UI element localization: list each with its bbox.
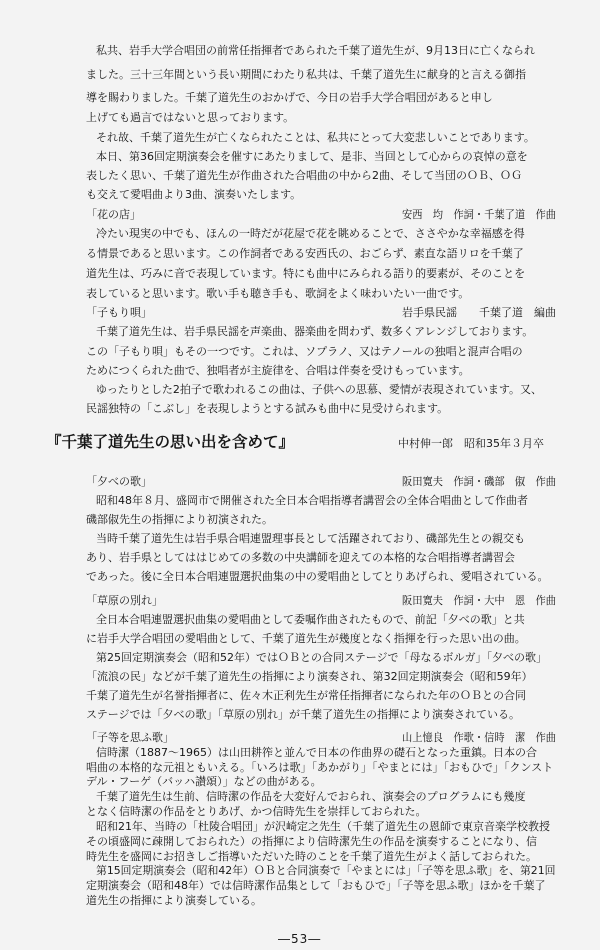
memory-line: 千葉了道先生は生前、信時潔の作品を大変好んでおられ、演奏会のプログラムにも幾度 (96, 790, 526, 803)
memory-line: に岩手大学合唱団の愛唱曲として、千葉了道先生が幾度となく指揮を行った思い出の曲。 (86, 632, 526, 645)
intro-line: ました。三十三年間という長い期間にわたり私共は、千葉了道先生に献身的と言える御指 (86, 68, 526, 81)
song-line: る情景であると思います。この作詞者である安西氏の、おごらず、素直な語リロを千葉了 (86, 247, 524, 260)
intro-line: 導を賜わりました。千葉了道先生のおかげで、今日の岩手大学合唱団があると申し (86, 91, 493, 104)
memory-line: 昭和48年８月、盛岡市で開催された全日本合唱指導者講習会の全体合唱曲として作曲者 (96, 494, 528, 507)
memory-credit: 山上憶良 作歌・信時 潔 作曲 (402, 731, 556, 744)
memory-line: 千葉了道先生が名誉指揮者に、佐々木正利先生が常任指揮者になられた年のＯＢとの合同 (86, 689, 526, 702)
song-line: この「子もり唄」もその一つです。これは、ソプラノ、又はテノールの独唱と混声合唱の (86, 345, 523, 358)
memory-line: 全日本合唱連盟選択曲集の愛唱曲として委嘱作曲されたもので、前記「夕べの歌」と共 (96, 613, 525, 626)
memory-line: 時先生を盛岡にお招きしご指導いただいた時のことを千葉了道先生がよく話しておられた。 (86, 850, 537, 863)
song-line: 千葉了道先生は、岩手県民謡を声楽曲、器楽曲を問わず、数多くアレンジしております。 (96, 325, 534, 338)
memory-line: ステージでは「夕べの歌」「草原の別れ」が千葉了道先生の指揮により演奏されている。 (86, 708, 521, 721)
memory-line: 第15回定期演奏会（昭和42年）ＯＢと合同演奏で「やまとには」「子等を思ふ歌」を、第21回 (96, 864, 556, 877)
song-line: ゆったりとした2拍子で歌われるこの曲は、子供への思慕、愛情が表現されています。又、 (96, 383, 543, 396)
song-credit: 安西 均 作詞・千葉了道 作曲 (402, 208, 556, 221)
intro-line: それ故、千葉了道先生が亡くなられたことは、私共にとって大変悲しいことであります。 (96, 131, 535, 144)
intro-line: 私共、岩手大学合唱団の前常任指揮者であられた千葉了道先生が、9月13日に亡くなられ (96, 44, 535, 57)
intro-line: も交えて愛唱曲より3曲、演奏いたします。 (86, 188, 302, 201)
memory-line: 当時千葉了道先生は岩手県合唱連盟理事長として活躍されており、磯部先生との親交も (96, 532, 525, 545)
memory-line: デル・フーゲ（バッハ讃頌）」などの曲がある。 (86, 775, 322, 788)
song-credit: 岩手県民謡 千葉了道 編曲 (402, 306, 556, 319)
memory-line: 定期演奏会（昭和48年）では信時潔作品集として「おもひで」「子等を思ふ歌」ほかを千葉了 (86, 879, 546, 892)
memory-line: 信時潔（1887～1965）は山田耕筰と並んで日本の作曲界の礎石となった重鎮。日本の合 (96, 746, 537, 759)
memory-title: 「夕べの歌」 (86, 475, 152, 488)
page-number: ―53― (278, 932, 322, 946)
memory-line: 道先生の指揮により演奏している。 (86, 894, 262, 907)
memory-line: となく信時潔の作品をとりあげ、かつ信時先生を崇拝しておられた。 (86, 805, 427, 818)
memory-line: 磯部俶先生の指揮により初演された。 (86, 513, 273, 526)
memory-line: 唱曲の本格的な元祖ともいえる。「いろは歌」「あかがり」「やまとには」「おもひで」「クンスト (86, 761, 554, 774)
memory-line: あり、岩手県としてははじめての多数の中央講師を迎えての本格的な合唱指導者講習会 (86, 551, 515, 564)
intro-line: 表したく思い、千葉了道先生が作曲された合唱曲の中から2曲、そして当団のＯＢ、ＯＧ (86, 169, 522, 182)
song-line: 表していると思います。歌い手も聴き手も、歌詞をよく味わいたい一曲です。 (86, 287, 470, 300)
song-title: 「子もり唄」 (86, 306, 152, 319)
intro-line: 本日、第36回定期演奏会を催すにあたりまして、是非、当回として心からの哀悼の意を (96, 150, 528, 163)
song-title: 「花の店」 (86, 208, 141, 221)
song-line: 民謡独特の「こぶし」を表現しようとする試みも曲中に見受けられます。 (86, 402, 449, 415)
intro-line: 上げても過言ではないと思っております。 (86, 111, 295, 124)
memory-line: 「流浪の民」などが千葉了道先生の指揮により演奏され、第32回定期演奏会（昭和59年） (86, 670, 533, 683)
song-line: ためにつくられた曲で、独唱者が主旋律を、合唱は伴奏を受けもっています。 (86, 364, 470, 377)
memory-line: 昭和21年、当時の「杜陵合唱団」が沢崎定之先生（千葉了道先生の恩師で東京音楽学校教授 (96, 820, 550, 833)
memory-title: 「草原の別れ」 (86, 594, 163, 607)
song-line: 道先生は、巧みに音で表現しています。特にも曲中にみられる語り的要素が、そのことを (86, 267, 526, 280)
memory-credit: 阪田寛夫 作詞・磯部 俶 作曲 (402, 475, 556, 488)
memoir-title: 『千葉了道先生の思い出を含めて』 (46, 433, 295, 451)
memoir-author: 中村伸一郎 昭和35年３月卒 (398, 437, 544, 450)
song-line: 冷たい現実の中でも、ほんの一時だが花屋で花を眺めることで、ささやかな幸福感を得 (96, 227, 525, 240)
memory-credit: 阪田寛夫 作詞・大中 恩 作曲 (402, 594, 556, 607)
memory-title: 「子等を思ふ歌」 (86, 731, 174, 744)
memory-line: であった。後に全日本合唱連盟選択曲集の中の愛唱曲としてとりあげられ、愛唱されている。 (86, 570, 549, 583)
memory-line: 第25回定期演奏会（昭和52年）ではＯＢとの合同ステージで「母なるボルガ」「夕べの歌」 (96, 651, 548, 664)
memory-line: その頃盛岡に疎開しておられた）の指揮により信時潔先生の作品を演奏することになり、信 (86, 835, 537, 848)
